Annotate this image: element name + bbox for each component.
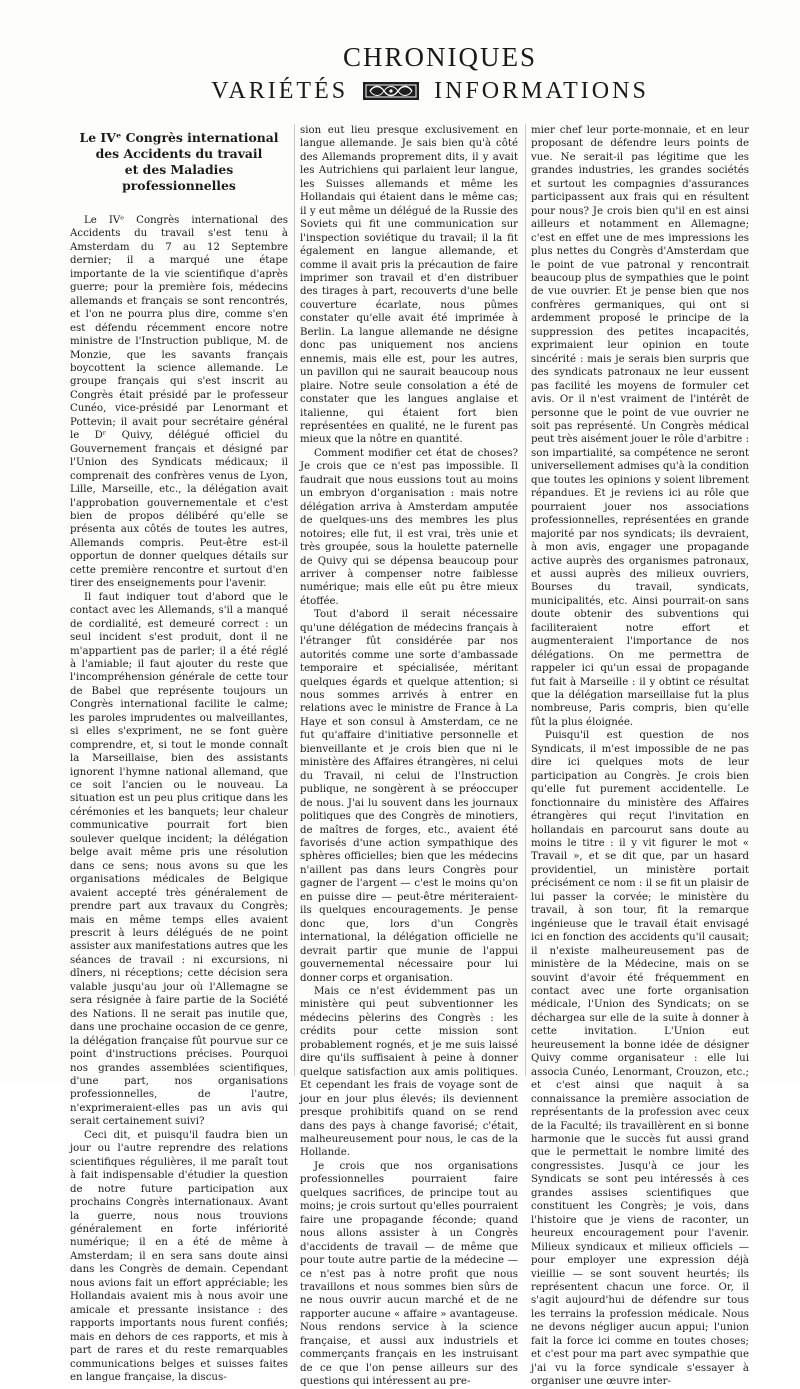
subtitle-left-word: VARIÉTÉS xyxy=(211,78,349,104)
paragraph: mier chef leur porte-monnaie, et en leur proposant de défendre leurs points de vue. Ne serait-il pas légitime que les grandes industries, les grandes sociétés et surtout les compagnies d'assurances participassent aux frais qui en résultent pour nous? Je crois bien qu'il en est ainsi ailleurs et notamment en Allemagne; c'est en effet une de mes impressions les plus nettes du Congrès d'Amsterdam que le point de vue patronal y rencontrait beaucoup plus de sympathies que le point de vue ouvrier. Et je pense bien que nos confrères germaniques, qui ont si ardemment proposé le principe de la suppression des petites incapacités, exprimaient leur opinion en toute sincérité : mais je serais bien surpris que des syndicats patronaux ne leur eussent pas facilité les moyens de formuler cet avis. Or il n'est vraiment de l'intérêt de personne que le point de vue ouvrier ne soit pas représenté. Un Congrès médical peut très aisément jouer le rôle d'arbitre : son impartialité, sa compétence ne seront universellement admises qu'à la condition que toutes les opinions y soient librement répandues. Et je reviens ici au rôle que pourraient jouer nos associations professionnelles, représentées en grande majorité par nos syndicats; ils devraient, à mon avis, engager une propagande active auprès des organismes patronaux, et aussi auprès des milieux ouvriers, Bourses du travail, syndicats, municipalités, etc. Ainsi pourrait-on sans doute obtenir des subventions qui faciliteraient notre effort et augmenteraient l'importance de nos délégations. On me permettra de rappeler ici qu'un essai de propagande fut fait à Marseille : il y obtint ce résultat que la délégation marseillaise fut la plus nombreuse, Paris compris, bien qu'elle fût la plus éloignée. xyxy=(531,125,749,728)
article-title xyxy=(70,130,288,194)
paragraph: Tout d'abord il serait nécessaire qu'une délégation de médecins français à l'étranger fût considérée par nos autorités comme une sorte d'ambassade temporaire et spécialisée, méritant quelques égards et quelque attention; si nous sommes arrivés à entrer en relations avec le ministre de France à La Haye et son consul à Amsterdam, ce ne fut qu'affaire d'initiative personnelle et bienveillante et je crois bien que ni le ministère des Affaires étrangères, ni celui du Travail, ni celui de l'Instruction publique, ne songèrent à se préoccuper de nous. J'ai lu souvent dans les journaux politiques que des Congrès de minotiers, de maîtres de forges, etc., avaient été favorisés d'une action sympathique des sphères officielles; bien que les médecins n'aillent pas dans leurs Congrès pour gagner de l'argent — c'est le moins qu'on en puisse dire — peut-être mériteraient-ils quelques encouragements. Je pense donc que, lors d'un Congrès international, la délégation officielle ne devrait partir que munie de l'appui gouvernemental nécessaire pour lui donner corps et organisation. xyxy=(300,609,518,984)
scrollwork-ornament-icon xyxy=(362,80,420,102)
paragraph: Comment modifier cet état de choses? Je crois que ce n'est pas impossible. Il faudrait que nous eussions tout au moins un embryon d'organisation : mais notre délégation arriva à Amsterdam amputée de quelques-uns des membres les plus notoires; elle fut, il est vrai, très unie et très groupée, sous la houlette paternelle de Quivy qui se dépensa beaucoup pour arriver à compenser notre faiblesse numérique; mais elle eût pu être mieux étoffée. xyxy=(300,447,518,607)
paragraph: sion eut lieu presque exclusivement en langue allemande. Je sais bien qu'à côté des Allemands proprement dits, il y avait les Autrichiens qui parlaient leur langue, les Suisses allemands et même les Hollandais qui étaient dans le même cas; il y eut même un délégué de la Russie des Soviets qui fit une communication sur l'inspection soviétique du travail; il la fit également en langue allemande, et comme il avait pris la précaution de faire imprimer son travail et d'en distribuer des tirages à part, recouverts d'une belle couverture écarlate, nous pûmes constater qu'elle avait été imprimée à Berlin. La langue allemande ne désigne donc pas uniquement nos anciens ennemis, mais elle est, pour les autres, un pavillon qui ne saurait beaucoup nous plaire. Notre seule consolation a été de constater que les langues anglaise et italienne, qui étaient fort bien représentées en qualité, ne le furent pas mieux que la nôtre en quantité. xyxy=(300,125,518,446)
section-subtitle xyxy=(0,76,800,106)
column-3 xyxy=(531,124,749,1388)
article-title-line: et des Maladies professionnelles xyxy=(122,162,236,193)
column-1 xyxy=(70,124,288,1383)
article-columns xyxy=(0,124,800,1388)
section-header xyxy=(0,42,800,106)
paragraph: Le IVᵉ Congrès international des Accidents du travail s'est tenu à Amsterdam du 7 au 12 Septembre dernier; il a marqué une étape importante de la vie scientifique d'après guerre; pour la première fois, médecins allemands et français se sont rencontrés, et l'on ne pourra plus dire, comme s'en est défendu récemment encore notre ministre de l'Instruction publique, M. de Monzie, que les savants français boycottent la science allemande. Le groupe français qui s'est inscrit au Congrès était présidé par le professeur Cunéo, vice-présidé par Lenormant et Pottevin; il avait pour secrétaire général le Dʳ Quivy, délégué officiel du Gouvernement français et désigné par l'Union des Syndicats médicaux; il comprenait des confrères venus de Lyon, Lille, Marseille, etc., la délégation avait l'approbation gouvernementale et c'est bien de propos délibéré qu'elle se présenta aux côtés de toutes les autres, Allemands compris. Peut-être est-il opportun de donner quelques détails sur cette première rencontre et surtout d'en tirer des enseignements pour l'avenir. xyxy=(70,215,288,590)
paragraph: Ceci dit, et puisqu'il faudra bien un jour ou l'autre reprendre des relations scientifiques régulières, il me paraît tout à fait indispensable d'étudier la question de notre future participation aux prochains Congrès internationaux. Avant la guerre, nous nous trouvions généralement en forte infériorité numérique; il en a été de même à Amsterdam; il en sera sans doute ainsi dans les Congrès de demain. Cependant nous avions fait un effort appréciable; les Hollandais avaient mis à nous avoir une amicale et pressante insistance : des rapports importants nous furent confiés; mais en dehors de ces rapports, et mis à part de rares et du reste remarquables communications belges et suisses faites en langue française, la discus- xyxy=(70,1129,288,1383)
column-divider xyxy=(294,124,295,1076)
column-2 xyxy=(300,124,518,1388)
article-title-line: Le IVᵉ Congrès international xyxy=(79,130,279,145)
paragraph: Il faut indiquer tout d'abord que le contact avec les Allemands, s'il a manqué de cordialité, est demeuré correct : un seul incident s'est produit, dont il ne m'appartient pas de parler; il a été réglé à l'amiable; il faut ajouter du reste que l'incompréhension générale de cette tour de Babel que représente toujours un Congrès international facilite le calme; les paroles imprudentes ou malveillantes, si elles s'expriment, ne se font guère comprendre, et, si tout le monde connaît la Marseillaise, bien des assistants ignorent l'hymne national allemand, que ce soit l'ancien ou le nouveau. La situation est un peu plus critique dans les cérémonies et les banquets; leur chaleur communicative pourrait fort bien soulever quelque incident; la délégation belge avait même pris une résolution dans ce sens; nous avons su que les organisations médicales de Belgique avaient accepté très généralement de prendre part aux travaux du Congrès; mais en même temps elles avaient prescrit à leurs délégués de ne point assister aux manifestations autres que les séances de travail : ni excursions, ni dîners, ni réceptions; cette décision sera valable jusqu'au jour où l'Allemagne se sera résignée à faire partie de la Société des Nations. Il ne serait pas inutile que, dans une prochaine occasion de ce genre, la délégation française fût pourvue sur ce point d'instructions précises. Pourquoi nos grandes assemblées scientifiques, d'une part, nos organisations professionnelles, de l'autre, n'exprimeraient-elles pas un avis qui serait certainement suivi? xyxy=(70,591,288,1128)
paragraph: Puisqu'il est question de nos Syndicats, il m'est impossible de ne pas dire ici quelques mots de leur participation au Congrès. Je crois bien qu'elle fut purement accidentelle. Le fonctionnaire du ministère des Affaires étrangères qui reçut l'invitation en hollandais en parcourut sans doute au moins le titre : il y vit figurer le mot « Travail », et se dit que, par un hasard providentiel, un ministère portait précisément ce nom : il se fit un plaisir de lui passer la corvée; le ministère du travail, à son tour, fit la remarque ingénieuse que le travail était envisagé ici en fonction des accidents qu'il causait; il n'existe malheureusement pas de ministère de la Médecine, mais on se souvint d'avoir été fréquemment en contact avec une forte organisation médicale, l'Union des Syndicats; on se déchargea sur elle de la suite à donner à cette invitation. L'Union eut heureusement la bonne idée de désigner Quivy comme organisateur : elle lui associa Cunéo, Lenormant, Crouzon, etc.; et c'est ainsi que naquit à sa connaissance la première association de représentants de la profession avec ceux de la Faculté; ils travaillèrent en si bonne harmonie que le succès fut aussi grand que le permettait le nombre limité des congressistes. Jusqu'à ce jour les Syndicats se sont peu intéressés à ces grandes assises scientifiques que constituent les Congrès; je vois, dans l'histoire que je viens de raconter, un heureux encouragement pour l'avenir. Milieux syndicaux et milieux officiels — pour employer une expression déjà vieillie — se sont souvent heurtés; ils représentent chacun une force. Or, il s'agit aujourd'hui de défendre sur tous les terrains la profession médicale. Nous ne devons négliger aucun appui; l'union fait la force ici comme en toutes choses; et c'est pour ma part avec sympathie que j'ai vu la force syndicale s'essayer à organiser une œuvre inter- xyxy=(531,730,749,1388)
column-divider xyxy=(525,124,526,1076)
section-title: CHRONIQUES xyxy=(342,42,537,72)
subtitle-right-word: INFORMATIONS xyxy=(434,78,649,104)
paragraph: Mais ce n'est évidemment pas un ministère qui peut subventionner les médecins pèlerins des Congrès : les crédits pour cette mission sont probablement rognés, et je me suis laissé dire qu'ils suffisaient à peine à donner quelque satisfaction aux amis politiques. Et cependant les frais de voyage sont de jour en jour plus élevés; ils deviennent presque prohibitifs quand on se rend dans des pays à change favorisé; c'était, malheureusement pour nous, le cas de la Hollande. xyxy=(300,986,518,1159)
article-title-line: des Accidents du travail xyxy=(95,146,263,161)
paragraph: Je crois que nos organisations professionnelles pourraient faire quelques sacrifices, de principe tout au moins; je crois surtout qu'elles pourraient faire une propagande féconde; quand nous allons assister à un Congrès d'accidents de travail — de même que pour toute autre partie de la médecine — ce n'est pas à notre profit que nous travaillons et nous sommes bien sûrs de ne nous ouvrir aucun marché et de ne rapporter aucune « affaire » avantageuse. Nous rendons service à la science française, et aussi aux industriels et commerçants français en les instruisant de ce que l'on pense ailleurs sur des questions qui intéressent au pre- xyxy=(300,1160,518,1388)
